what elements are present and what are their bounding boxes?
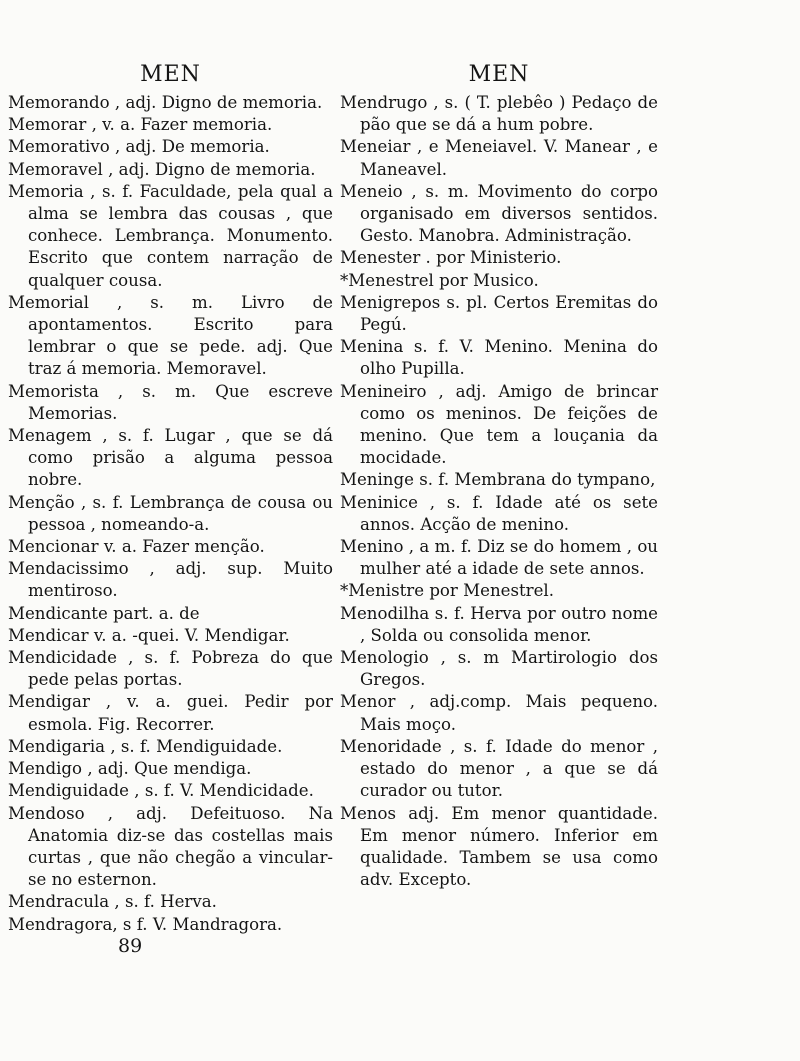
- dictionary-entry: Memoravel , adj. Digno de memoria.: [8, 159, 316, 179]
- dictionary-entry: *Menestrel por Musico.: [340, 270, 539, 290]
- dictionary-entry: Mendoso , adj. Defeituoso. Na Anatomia diz-se das costellas mais curtas , que não chegão a vincular-se no esternon.: [8, 803, 333, 890]
- dictionary-entry: Menino , a m. f. Diz se do homem , ou mulher até a idade de sete annos.: [340, 537, 658, 579]
- left-column: [8, 62, 333, 936]
- dictionary-entry: Memoria , s. f. Faculdade, pela qual a alma se lembra das cousas , que conhece. Lembrança. Monumento. Escrito que contem narração de qualquer cousa.: [8, 181, 333, 290]
- page-number: 89: [118, 935, 143, 957]
- dictionary-entry: Mendacissimo , adj. sup. Muito mentiroso.: [8, 559, 333, 601]
- dictionary-entry: Mendigar , v. a. guei. Pedir por esmola. Fig. Recorrer.: [8, 692, 333, 734]
- dictionary-entry: Mencionar v. a. Fazer menção.: [8, 537, 265, 557]
- dictionary-entry: Mendragora, s f. V. Mandragora.: [8, 914, 283, 934]
- dictionary-entry: Memorial , s. m. Livro de apontamentos. Escrito para lembrar o que se pede. adj. Que traz á memoria. Memoravel.: [8, 292, 333, 379]
- dictionary-entry: Mendiguidade , s. f. V. Mendicidade.: [8, 781, 314, 801]
- dictionary-entry: Mendicidade , s. f. Pobreza do que pede pelas portas.: [8, 648, 333, 690]
- left-running-header: MEN: [140, 62, 201, 87]
- dictionary-entry: Menos adj. Em menor quantidade. Em menor número. Inferior em qualidade. Tambem se usa como adv. Excepto.: [340, 803, 658, 890]
- dictionary-entry: Menigrepos s. pl. Certos Eremitas do Pegú.: [340, 292, 658, 335]
- dictionary-entry: Menoridade , s. f. Idade do menor , estado do menor , a que se dá curador ou tutor.: [340, 736, 658, 801]
- dictionary-entry: Menodilha s. f. Herva por outro nome , Solda ou consolida menor.: [340, 603, 658, 645]
- right-column: [340, 62, 658, 891]
- dictionary-entry: Memorando , adj. Digno de memoria.: [8, 93, 323, 112]
- dictionary-entry: Mendrugo , s. ( T. plebêo ) Pedaço de pão que se dá a hum pobre.: [340, 93, 658, 135]
- dictionary-entry: Mendigaria , s. f. Mendiguidade.: [8, 736, 283, 756]
- dictionary-entry: Meninge s. f. Membrana do tympano,: [340, 470, 656, 490]
- dictionary-entry: Menineiro , adj. Amigo de brincar como os meninos. De feições de menino. Que tem a louçania da mocidade.: [340, 381, 658, 468]
- dictionary-entry: Menologio , s. m Martirologio dos Gregos.: [340, 648, 658, 690]
- dictionary-entry: Menester . por Ministerio.: [340, 248, 562, 268]
- dictionary-entry: Menor , adj.comp. Mais pequeno. Mais moço.: [340, 692, 658, 734]
- dictionary-entry: Menina s. f. V. Menino. Menina do olho Pupilla.: [340, 337, 658, 379]
- dictionary-entry: Mendicante part. a. de: [8, 603, 200, 623]
- dictionary-entry: Mendracula , s. f. Herva.: [8, 892, 217, 912]
- dictionary-entry: *Menistre por Menestrel.: [340, 581, 554, 601]
- dictionary-entry: Mendicar v. a. -quei. V. Mendigar.: [8, 625, 290, 645]
- dictionary-entry: Meninice , s. f. Idade até os sete annos. Acção de menino.: [340, 492, 658, 534]
- dictionary-entry: Memorista , s. m. Que escreve Memorias.: [8, 381, 333, 423]
- dictionary-entry: Mendigo , adj. Que mendiga.: [8, 759, 252, 779]
- dictionary-entry: Memorar , v. a. Fazer memoria.: [8, 115, 273, 135]
- dictionary-entry: Memorativo , adj. De memoria.: [8, 137, 270, 157]
- dictionary-entry: Meneio , s. m. Movimento do corpo organisado em diversos sentidos. Gesto. Manobra. Administração.: [340, 181, 658, 246]
- right-running-header: MEN: [468, 62, 530, 87]
- dictionary-entry: Menagem , s. f. Lugar , que se dá como prisão a alguma pessoa nobre.: [8, 426, 333, 490]
- dictionary-entry: Menção , s. f. Lembrança de cousa ou pessoa , nomeando-a.: [8, 492, 333, 534]
- dictionary-entry: Meneiar , e Meneiavel. V. Manear , e Maneavel.: [340, 137, 658, 179]
